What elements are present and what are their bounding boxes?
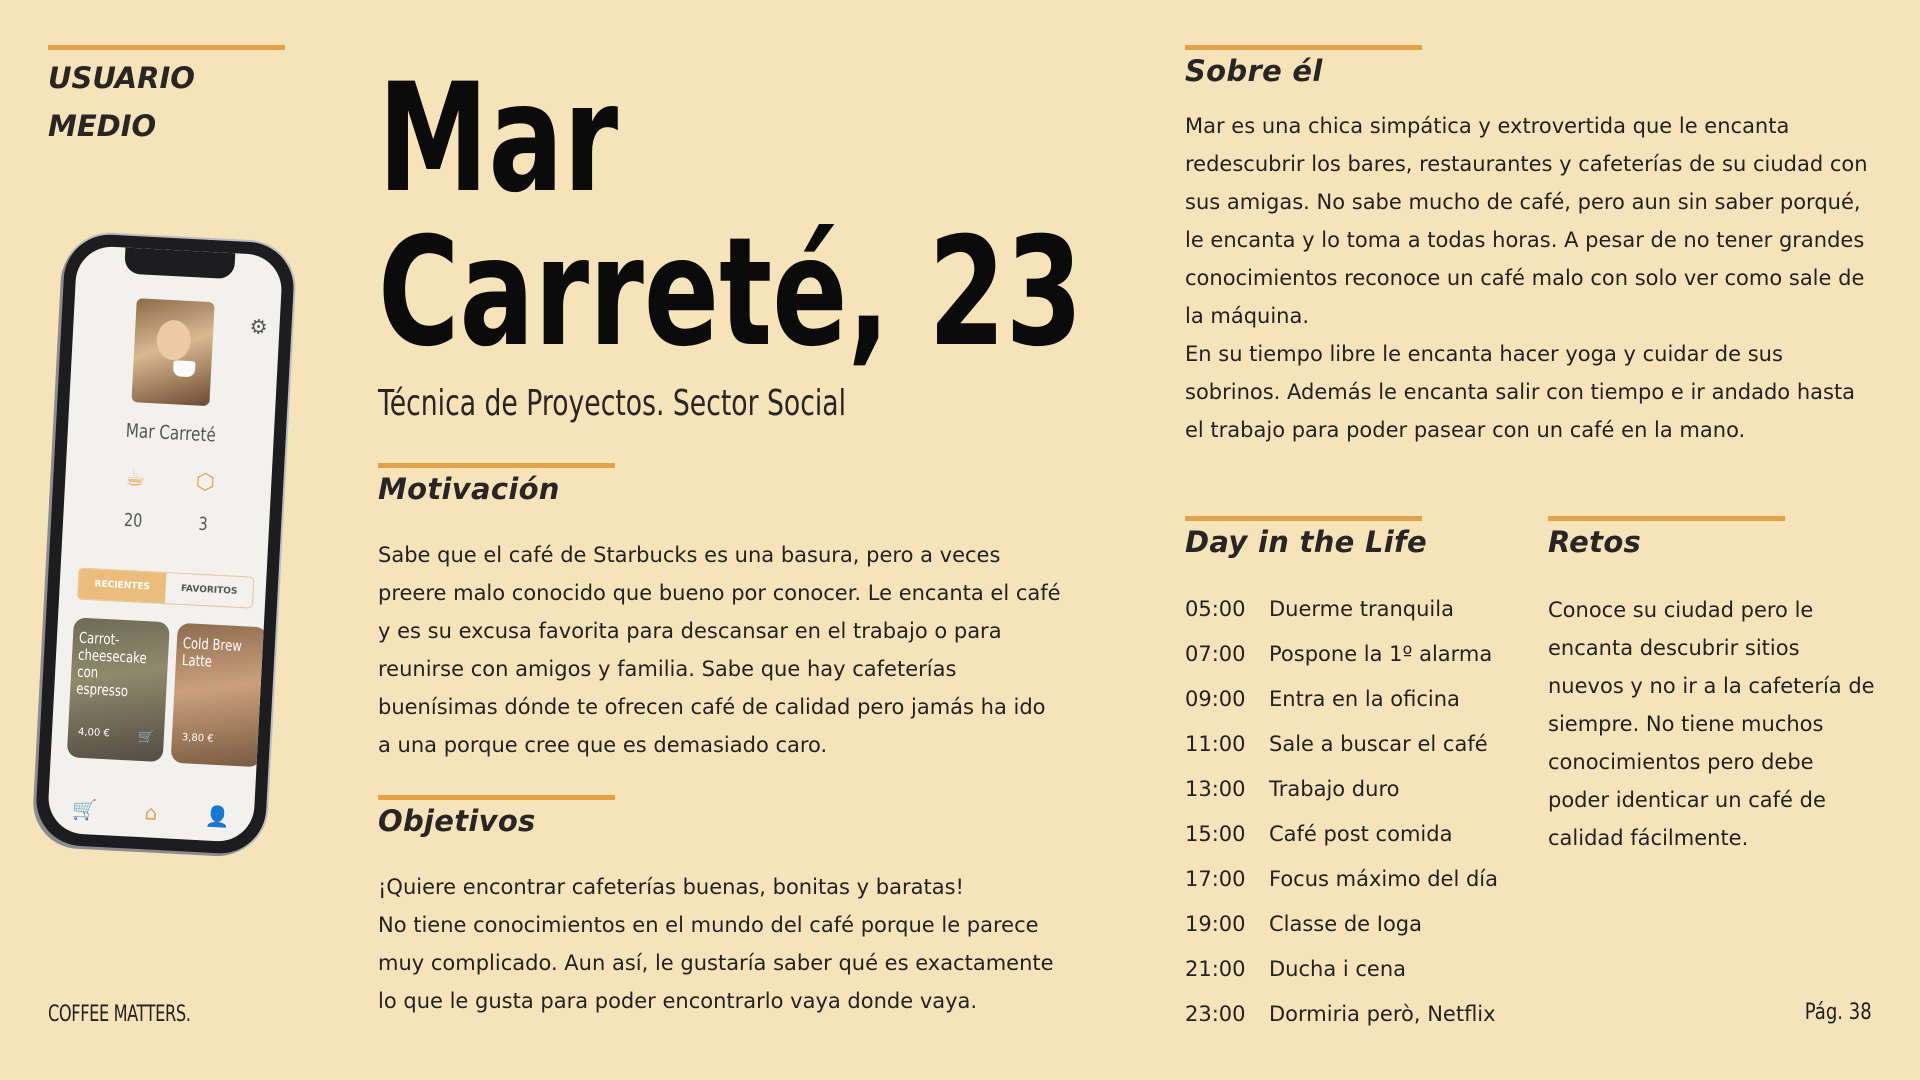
page-number: Pág. 38 <box>1804 1000 1872 1025</box>
phone-notch <box>124 248 235 280</box>
schedule-item <box>1185 635 1498 680</box>
persona-type-line1: USUARIO <box>48 61 195 95</box>
tab-favoritos[interactable]: FAVORITOS <box>180 583 238 597</box>
schedule-time: 11:00 <box>1185 732 1246 756</box>
product-card[interactable] <box>171 623 268 768</box>
schedule-time: 23:00 <box>1185 1002 1246 1026</box>
accent-bar <box>48 45 285 50</box>
schedule-time: 13:00 <box>1185 777 1246 801</box>
schedule-time: 21:00 <box>1185 957 1246 981</box>
schedule-item <box>1185 770 1498 815</box>
tab-recientes[interactable]: RECIENTES <box>78 569 166 604</box>
persona-type-label <box>48 54 308 150</box>
persona-name <box>378 52 1083 380</box>
motivacion-text: Sabe que el café de Starbucks es una basura, pero a veces preere malo conocido que bueno por conocer. Le encanta el café y es su excusa favorita para descansar en el trabajo o para reunirse con amigos y familia. Sabe que hay cafeterías buenísimas dónde te ofrecen café de calidad pero jamás ha ido a una porque cree que es demasiado caro. <box>378 543 1061 757</box>
schedule-time: 19:00 <box>1185 912 1246 936</box>
schedule-time: 15:00 <box>1185 822 1246 846</box>
objetivos-line2: No tiene conocimientos en el mundo del café porque le parece muy complicado. Aun así, le gustaría saber qué es exactamente lo que le gusta para poder encontrarlo vaya donde vaya. <box>378 913 1054 1013</box>
schedule-activity: Focus máximo del día <box>1269 867 1499 891</box>
stat-tags-count: 3 <box>197 513 209 536</box>
schedule-item <box>1185 995 1498 1040</box>
section-title-retos: Retos <box>1548 525 1642 559</box>
schedule-activity: Ducha i cena <box>1269 957 1407 981</box>
schedule-item <box>1185 725 1498 770</box>
schedule-item <box>1185 680 1498 725</box>
home-icon[interactable]: ⌂ <box>143 800 158 825</box>
persona-type-line2: MEDIO <box>48 109 157 143</box>
section-title-day: Day in the Life <box>1185 525 1427 559</box>
schedule-time: 09:00 <box>1185 687 1246 711</box>
gear-icon[interactable]: ⚙ <box>248 314 269 340</box>
objetivos-line1: ¡Quiere encontrar cafeterías buenas, bonitas y baratas! <box>378 875 964 899</box>
cup-icon: ☕ <box>124 465 146 492</box>
accent-bar <box>1185 516 1422 521</box>
avatar-cup <box>173 360 196 377</box>
accent-bar <box>1548 516 1785 521</box>
section-title-objetivos: Objetivos <box>378 804 536 838</box>
persona-name-line2: Carreté, 23 <box>378 206 1083 380</box>
schedule-activity: Dormiria però, Netflix <box>1269 1002 1496 1026</box>
accent-bar <box>378 795 615 800</box>
user-icon[interactable]: 👤 <box>204 803 231 829</box>
phone-tabbar <box>47 782 255 843</box>
product-card-label: Cold Brew Latte <box>181 634 243 671</box>
objetivos-text <box>378 868 1063 1020</box>
schedule-activity: Trabajo duro <box>1269 777 1400 801</box>
day-schedule <box>1185 590 1498 1040</box>
product-card-price: 4,00 € <box>77 726 111 740</box>
schedule-time: 17:00 <box>1185 867 1246 891</box>
schedule-activity: Pospone la 1º alarma <box>1269 642 1493 666</box>
avatar <box>131 298 214 406</box>
retos-text: Conoce su ciudad pero le encanta descubrir sitios nuevos y no ir a la cafetería de siempre. No tiene muchos conocimientos pero debe poder identicar un café de calidad fácilmente. <box>1548 598 1875 850</box>
persona-name-line1: Mar <box>378 52 619 226</box>
schedule-item <box>1185 860 1498 905</box>
schedule-item <box>1185 905 1498 950</box>
cart-icon[interactable]: 🛒 <box>137 729 155 746</box>
schedule-time: 07:00 <box>1185 642 1246 666</box>
tag-icon: ⬡ <box>195 469 216 496</box>
product-card-price: 3,80 € <box>181 732 214 745</box>
schedule-item <box>1185 950 1498 995</box>
schedule-activity: Sale a buscar el café <box>1269 732 1488 756</box>
schedule-activity: Entra en la oficina <box>1269 687 1460 711</box>
sobre-text <box>1185 107 1875 449</box>
schedule-activity: Café post comida <box>1269 822 1453 846</box>
avatar-face <box>156 319 192 361</box>
stat-cups-count: 20 <box>123 509 143 532</box>
schedule-activity: Duerme tranquila <box>1269 597 1454 621</box>
schedule-time: 05:00 <box>1185 597 1246 621</box>
schedule-activity: Classe de Ioga <box>1269 912 1423 936</box>
persona-job: Técnica de Proyectos. Sector Social <box>378 383 847 424</box>
sobre-para2: En su tiempo libre le encanta hacer yoga y cuidar de sus sobrinos. Además le encanta salir con tiempo e ir andado hasta el trabajo para poder pasear con un café en la mano. <box>1185 342 1856 442</box>
product-card[interactable] <box>67 617 170 762</box>
section-title-motivacion: Motivación <box>378 472 560 506</box>
sobre-para1: Mar es una chica simpática y extrovertida que le encanta redescubrir los bares, restaurantes y cafeterías de su ciudad con sus amigas. No sabe mucho de café, pero aun sin saber porqué, le encanta y lo toma a todas horas. A pesar de no tener grandes conocimientos reconoce un café malo con solo ver como sale de la máquina. <box>1185 114 1868 328</box>
accent-bar <box>1185 45 1422 50</box>
schedule-item <box>1185 590 1498 635</box>
accent-bar <box>378 463 615 468</box>
product-card-label: Carrot-cheesecake con espresso <box>75 628 148 701</box>
schedule-item <box>1185 815 1498 860</box>
segmented-tabs <box>77 568 254 609</box>
footer-brand: COFFEE MATTERS. <box>48 1002 191 1027</box>
phone-mockup <box>34 232 296 855</box>
profile-name: Mar Carreté <box>125 419 217 447</box>
phone-screen <box>47 245 283 843</box>
cart-icon[interactable]: 🛒 <box>71 796 98 822</box>
section-title-sobre: Sobre él <box>1185 54 1323 88</box>
